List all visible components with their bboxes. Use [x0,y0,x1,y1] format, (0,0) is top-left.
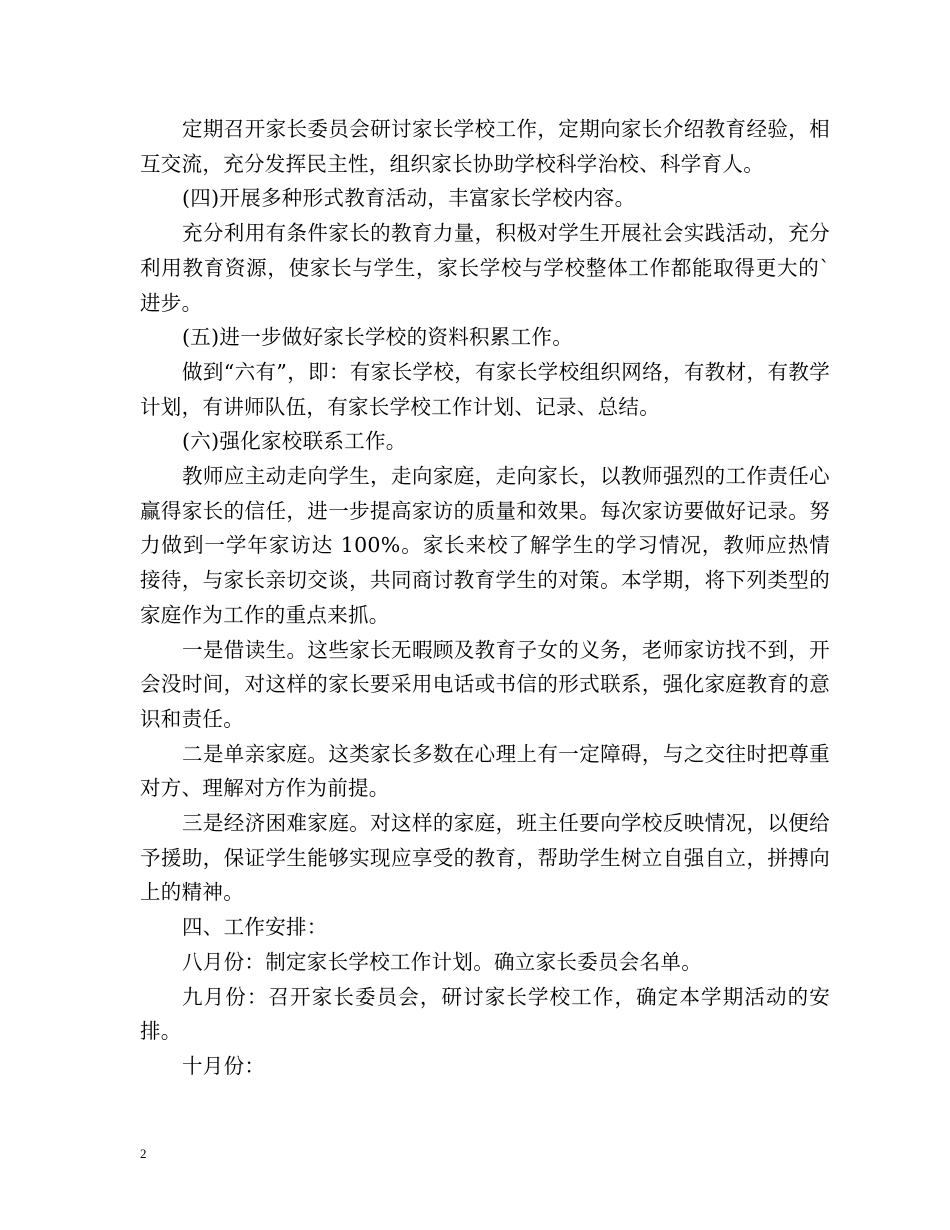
paragraph-meeting-schedule: 定期召开家长委员会研讨家长学校工作，定期向家长介绍教育经验，相互交流，充分发挥民主性，组织家长协助学校科学治校、科学育人。 [140,117,830,176]
heading-work-arrangement: 四、工作安排： [182,915,328,940]
paragraph-six-haves: 做到“六有”，即：有家长学校，有家长学校组织网络，有教材，有教学计划，有讲师队伍，有家长学校工作计划、记录、总结。 [140,359,830,419]
schedule-september: 九月份：召开家长委员会，研讨家长学校工作，确定本学期活动的安排。 [140,984,830,1044]
paragraph-practice-activities: 充分利用有条件家长的教育力量，积极对学生开展社会实践活动，充分利用教育资源，使家长与学生，家长学校与学校整体工作都能取得更大的`进步。 [140,221,830,315]
paragraph-single-parent: 二是单亲家庭。这类家长多数在心理上有一定障碍，与之交往时把尊重对方、理解对方作为前提。 [140,741,830,801]
page-number: 2 [140,1146,147,1161]
heading-section-4: (四)开展多种形式教育活动，丰富家长学校内容。 [182,186,636,211]
heading-section-6: (六)强化家校联系工作。 [182,429,407,454]
heading-section-5: (五)进一步做好家长学校的资料积累工作。 [182,325,573,350]
document-body [140,112,830,1084]
schedule-august: 八月份：制定家长学校工作计划。确立家长委员会名单。 [182,949,702,974]
paragraph-transfer-students: 一是借读生。这些家长无暇顾及教育子女的义务，老师家访找不到，开会没时间，对这样的家长要采用电话或书信的形式联系，强化家庭教育的意识和责任。 [140,637,830,731]
paragraph-home-visits: 教师应主动走向学生，走向家庭，走向家长，以教师强烈的工作责任心赢得家长的信任，进一步提高家访的质量和效果。每次家访要做好记录。努力做到一学年家访达 100%。家长来校了解学生的学习情况，教师应热情接待，与家长亲切交谈，共同商讨教育学生的对策。本学期，将下列类型的家庭作为工作的重点来抓。 [140,464,830,627]
paragraph-economic-hardship: 三是经济困难家庭。对这样的家庭，班主任要向学校反映情况，以便给予援助，保证学生能够实现应享受的教育，帮助学生树立自强自立，拼搏向上的精神。 [140,811,830,905]
schedule-october: 十月份： [182,1053,266,1078]
